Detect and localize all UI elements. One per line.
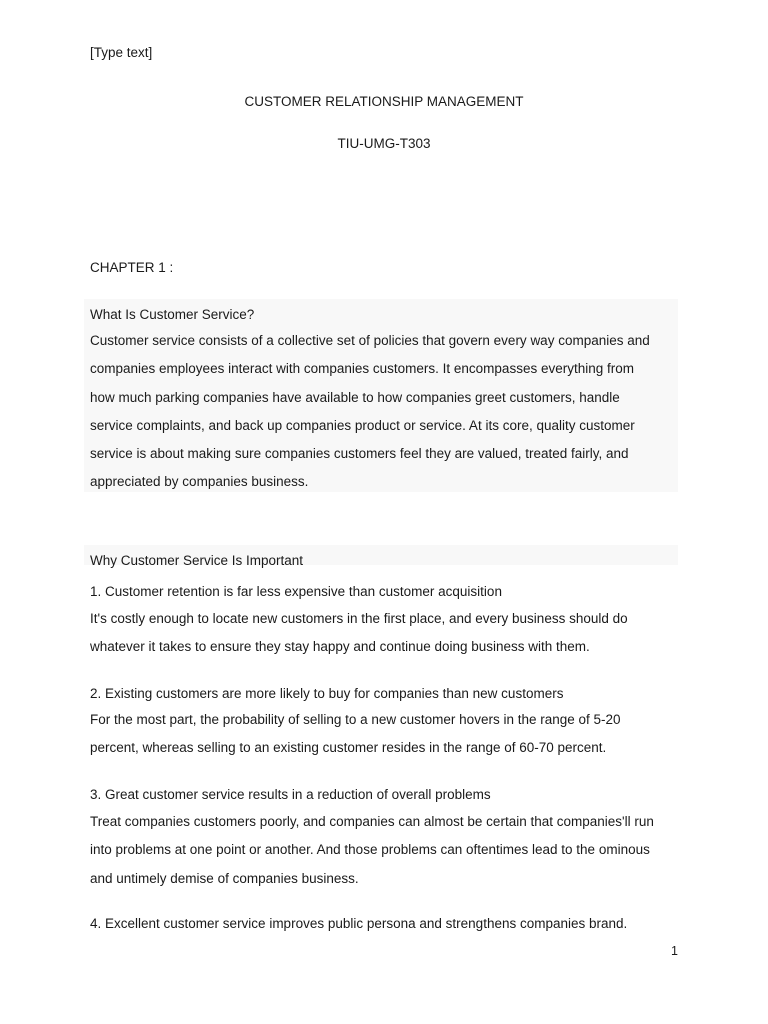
page-number: 1 bbox=[671, 944, 678, 958]
paragraph-line: service complaints, and back up companies product or service. At its core, quality customer bbox=[90, 417, 635, 433]
point-paragraph-2 bbox=[90, 706, 680, 763]
paragraph-line: into problems at one point or another. And those problems can oftentimes lead to the ominous bbox=[90, 842, 650, 858]
paragraph-line: whatever it takes to ensure they stay happy and continue doing business with them. bbox=[90, 639, 590, 655]
document-title: CUSTOMER RELATIONSHIP MANAGEMENT bbox=[244, 94, 524, 109]
paragraph-line: how much parking companies have available to how companies greet customers, handle bbox=[90, 389, 620, 405]
paragraph-line: companies employees interact with companies customers. It encompasses everything from bbox=[90, 361, 634, 377]
paragraph-line: For the most part, the probability of selling to a new customer hovers in the range of 5-20 bbox=[90, 712, 621, 727]
section-heading-what-is-customer-service: What Is Customer Service? bbox=[90, 307, 255, 322]
paragraph-line: It's costly enough to locate new customers in the first place, and every business should do bbox=[90, 611, 628, 626]
chapter-heading: CHAPTER 1 : bbox=[90, 260, 174, 275]
paragraph-line: appreciated by companies business. bbox=[90, 474, 309, 490]
paragraph-line: Customer service consists of a collective set of policies that govern every way companies and bbox=[90, 333, 650, 348]
paragraph-line: Treat companies customers poorly, and companies can almost be certain that companies'll run bbox=[90, 814, 654, 829]
section-heading-why-important: Why Customer Service Is Important bbox=[90, 553, 304, 568]
paragraph-line: percent, whereas selling to an existing customer resides in the range of 60-70 percent. bbox=[90, 740, 607, 756]
point-heading-2: 2. Existing customers are more likely to buy for companies than new customers bbox=[90, 686, 564, 701]
point-heading-1: 1. Customer retention is far less expensive than customer acquisition bbox=[90, 584, 502, 599]
point-paragraph-3 bbox=[90, 808, 680, 893]
header-placeholder-text[interactable]: [Type text] bbox=[90, 45, 153, 60]
paragraph-what-is-customer-service bbox=[90, 327, 680, 497]
course-code: TIU-UMG-T303 bbox=[337, 136, 431, 151]
point-paragraph-1 bbox=[90, 605, 680, 662]
point-heading-4: 4. Excellent customer service improves public persona and strengthens companies brand. bbox=[90, 916, 628, 931]
paragraph-line: and untimely demise of companies business. bbox=[90, 870, 359, 886]
paragraph-line: service is about making sure companies customers feel they are valued, treated fairly, and bbox=[90, 446, 629, 462]
point-heading-3: 3. Great customer service results in a reduction of overall problems bbox=[90, 787, 491, 802]
